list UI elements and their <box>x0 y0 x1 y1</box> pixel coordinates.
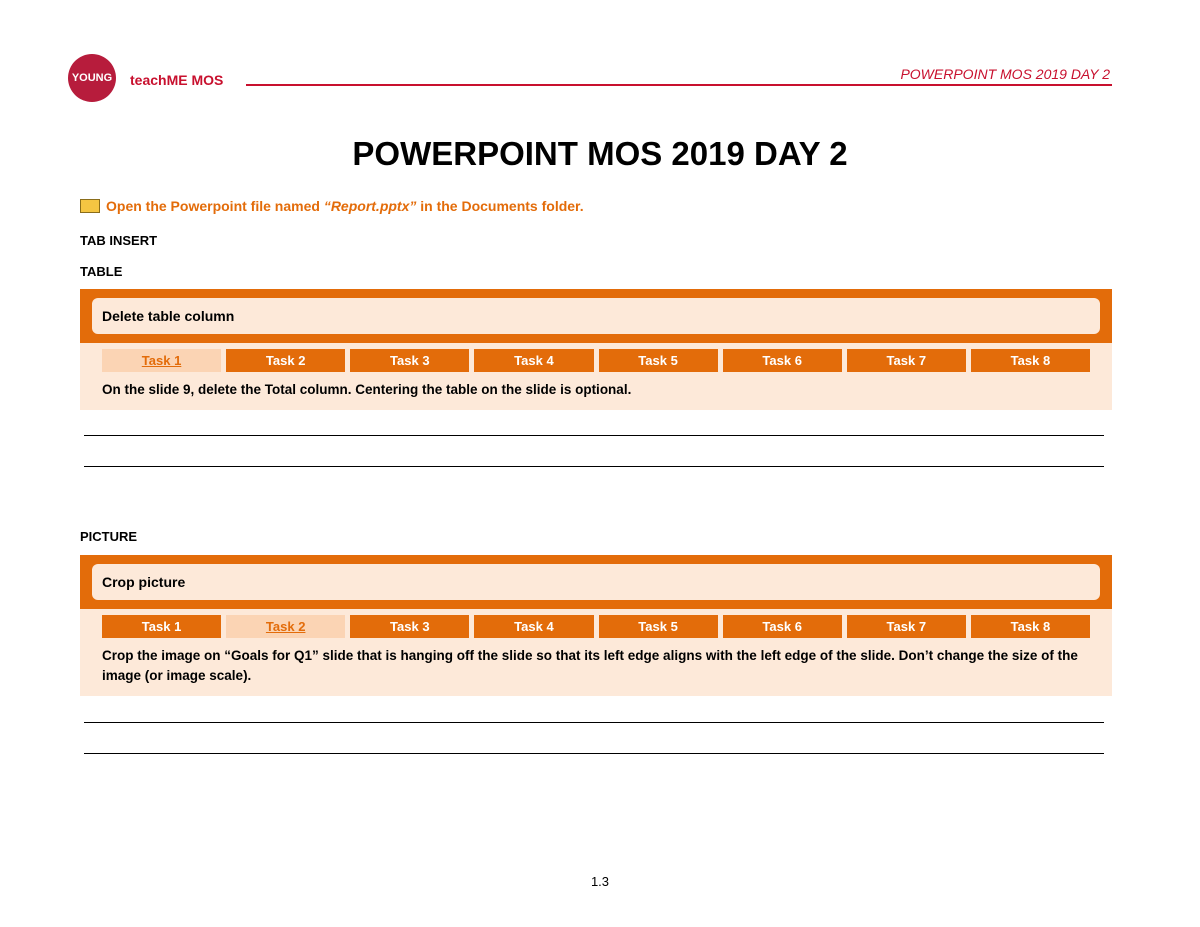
task-tab-6[interactable]: Task 6 <box>723 615 842 638</box>
section-label: TABLE <box>80 264 123 279</box>
task-tab-1[interactable]: Task 1 <box>102 349 221 372</box>
section-label: PICTURE <box>80 529 138 544</box>
page-number: 1.3 <box>590 874 610 889</box>
task-tab-6[interactable]: Task 6 <box>723 349 842 372</box>
task-card-picture <box>80 555 1112 696</box>
instruction-post: in the Documents folder. <box>416 198 584 214</box>
task-tab-3[interactable]: Task 3 <box>350 349 469 372</box>
folder-icon <box>80 199 100 213</box>
file-name: “Report.pptx” <box>323 198 417 214</box>
task-heading: Crop picture <box>92 564 1100 600</box>
brand-name: teachME MOS <box>130 72 224 88</box>
young-logo: YOUNG <box>68 54 116 102</box>
task-tab-2[interactable]: Task 2 <box>226 615 345 638</box>
instruction <box>80 198 584 214</box>
task-tab-7[interactable]: Task 7 <box>847 349 966 372</box>
task-tab-4[interactable]: Task 4 <box>474 615 593 638</box>
answer-line <box>84 753 1104 754</box>
task-tab-5[interactable]: Task 5 <box>599 349 718 372</box>
task-tab-3[interactable]: Task 3 <box>350 615 469 638</box>
task-card-table <box>80 289 1112 410</box>
instruction-pre: Open the Powerpoint file named <box>106 198 324 214</box>
task-tab-1[interactable]: Task 1 <box>102 615 221 638</box>
header-rule <box>246 84 1112 86</box>
task-tab-8[interactable]: Task 8 <box>971 349 1090 372</box>
task-tab-5[interactable]: Task 5 <box>599 615 718 638</box>
task-tab-4[interactable]: Task 4 <box>474 349 593 372</box>
task-tab-8[interactable]: Task 8 <box>971 615 1090 638</box>
page-title: POWERPOINT MOS 2019 DAY 2 <box>352 135 848 172</box>
tab-label: TAB INSERT <box>80 233 158 248</box>
task-tab-7[interactable]: Task 7 <box>847 615 966 638</box>
task-description: On the slide 9, delete the Total column. Centering the table on the slide is optional. <box>102 382 632 397</box>
task-heading: Delete table column <box>92 298 1100 334</box>
answer-line <box>84 435 1104 436</box>
header-title: POWERPOINT MOS 2019 DAY 2 <box>900 66 1110 82</box>
answer-line <box>84 722 1104 723</box>
task-tab-2[interactable]: Task 2 <box>226 349 345 372</box>
task-description: Crop the image on “Goals for Q1” slide that is hanging off the slide so that its left edge aligns with the left edge of the slide. Don’t change the size of the image (or image scale). <box>102 648 1078 683</box>
answer-line <box>84 466 1104 467</box>
